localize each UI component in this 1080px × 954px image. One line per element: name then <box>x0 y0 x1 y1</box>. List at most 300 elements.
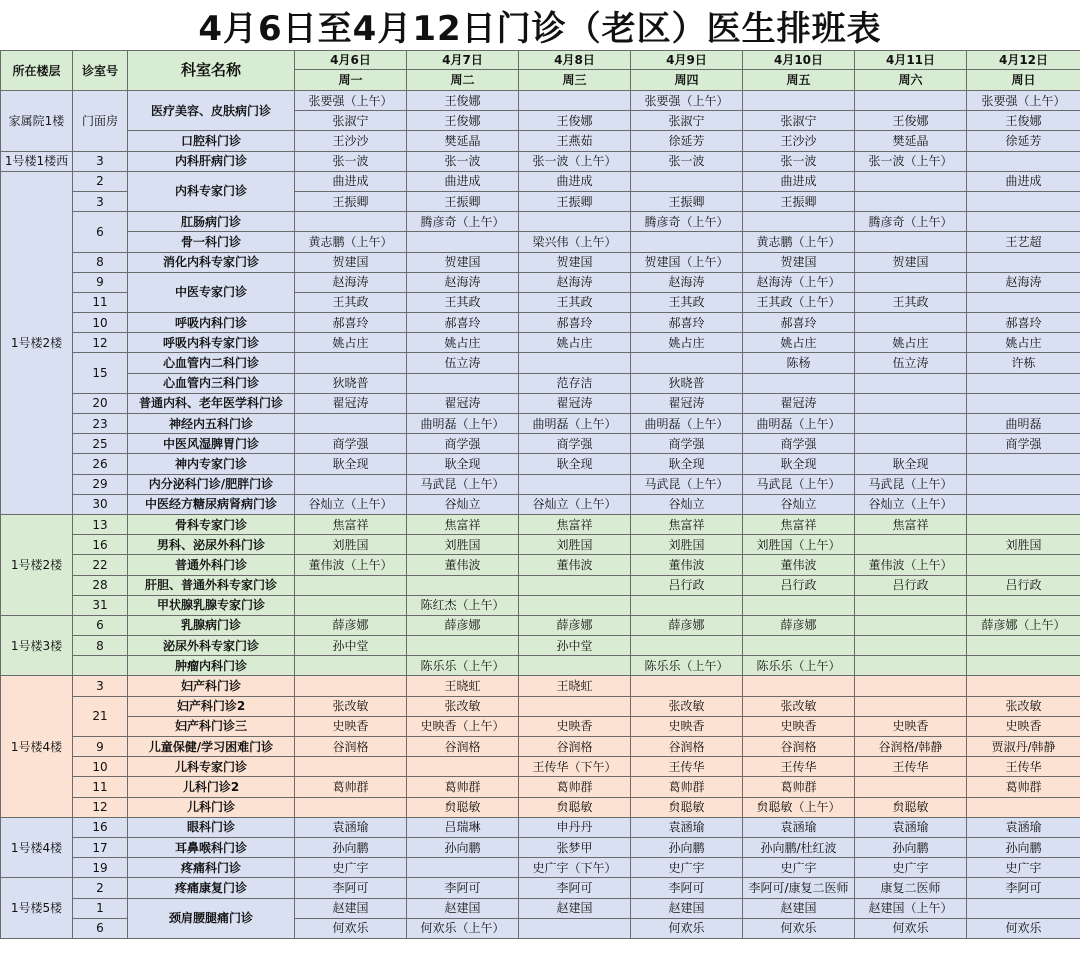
doctor-cell: 陈乐乐（上午） <box>407 656 519 676</box>
doctor-cell: 史映香 <box>855 716 967 736</box>
doctor-cell: 曲进成 <box>743 171 855 191</box>
doctor-cell: 申丹丹 <box>519 817 631 837</box>
doctor-cell: 张一波 <box>295 151 407 171</box>
doctor-cell: 王俊娜 <box>407 111 519 131</box>
doctor-cell <box>407 858 519 878</box>
doctor-cell: 张淑宁 <box>295 111 407 131</box>
room-cell: 11 <box>73 777 128 797</box>
doctor-cell <box>967 393 1080 413</box>
room-cell: 25 <box>73 434 128 454</box>
doctor-cell: 孙中堂 <box>295 636 407 656</box>
doctor-cell: 王振卿 <box>631 191 743 211</box>
dept-cell: 儿科门诊2 <box>128 777 295 797</box>
header-building: 所在楼层 <box>1 51 73 91</box>
doctor-cell: 王其政（上午） <box>743 292 855 312</box>
table-row <box>1 696 1080 716</box>
doctor-cell: 谷灿立（上午） <box>519 494 631 514</box>
doctor-cell: 黄志鹏（上午） <box>295 232 407 252</box>
doctor-cell: 谷润格 <box>519 737 631 757</box>
doctor-cell <box>407 373 519 393</box>
room-cell: 8 <box>73 252 128 272</box>
doctor-cell: 王艺超 <box>967 232 1080 252</box>
doctor-cell: 谷润格 <box>407 737 519 757</box>
dept-cell: 耳鼻喉科门诊 <box>128 837 295 857</box>
doctor-cell <box>967 595 1080 615</box>
doctor-cell <box>519 696 631 716</box>
doctor-cell <box>407 232 519 252</box>
doctor-cell: 曲明磊（上午） <box>519 414 631 434</box>
doctor-cell <box>855 414 967 434</box>
dept-cell: 疼痛科门诊 <box>128 858 295 878</box>
doctor-cell: 曲进成 <box>967 171 1080 191</box>
doctor-cell: 谷润格/韩静 <box>855 737 967 757</box>
doctor-cell: 史映香（上午） <box>407 716 519 736</box>
building-cell: 1号楼5楼 <box>1 878 73 939</box>
doctor-cell <box>295 656 407 676</box>
dept-cell: 甲状腺乳腺专家门诊 <box>128 595 295 615</box>
doctor-cell: 贺建国 <box>295 252 407 272</box>
doctor-cell: 郝喜玲 <box>295 313 407 333</box>
building-cell: 1号楼2楼 <box>1 171 73 514</box>
doctor-cell <box>855 393 967 413</box>
room-cell: 6 <box>73 212 128 252</box>
doctor-cell: 赵建国（上午） <box>855 898 967 918</box>
doctor-cell: 曲明磊（上午） <box>743 414 855 434</box>
doctor-cell <box>855 656 967 676</box>
room-cell: 12 <box>73 333 128 353</box>
doctor-cell: 王俊娜 <box>407 91 519 111</box>
room-cell: 16 <box>73 535 128 555</box>
doctor-cell: 焦富祥 <box>855 514 967 534</box>
doctor-cell: 马武昆（上午） <box>631 474 743 494</box>
doctor-cell: 王传华 <box>855 757 967 777</box>
doctor-cell: 史广宇（下午） <box>519 858 631 878</box>
room-cell: 21 <box>73 696 128 736</box>
doctor-cell: 刘胜国 <box>519 535 631 555</box>
doctor-cell <box>519 918 631 938</box>
header-dept: 科室名称 <box>128 51 295 91</box>
doctor-cell: 曲进成 <box>407 171 519 191</box>
room-cell: 15 <box>73 353 128 393</box>
doctor-cell: 赵建国 <box>743 898 855 918</box>
dept-cell: 男科、泌尿外科门诊 <box>128 535 295 555</box>
doctor-cell: 史广宇 <box>967 858 1080 878</box>
doctor-cell: 李阿可/康复二医师 <box>743 878 855 898</box>
room-cell: 19 <box>73 858 128 878</box>
header-date: 4月12日 <box>967 51 1080 70</box>
doctor-cell <box>519 595 631 615</box>
table-row <box>1 474 1080 494</box>
doctor-cell: 王其政 <box>631 292 743 312</box>
doctor-cell <box>855 373 967 393</box>
doctor-cell: 贠聪敏（上午） <box>743 797 855 817</box>
table-row <box>1 353 1080 373</box>
doctor-cell: 吕行政 <box>855 575 967 595</box>
dept-cell: 心血管内三科门诊 <box>128 373 295 393</box>
doctor-cell: 何欢乐 <box>295 918 407 938</box>
doctor-cell: 范存洁 <box>519 373 631 393</box>
doctor-cell: 李阿可 <box>967 878 1080 898</box>
doctor-cell: 贠聪敏 <box>519 797 631 817</box>
doctor-cell: 耿全现 <box>295 454 407 474</box>
dept-cell: 儿科门诊 <box>128 797 295 817</box>
building-cell: 1号楼3楼 <box>1 615 73 676</box>
dept-cell: 疼痛康复门诊 <box>128 878 295 898</box>
doctor-cell: 曲明磊（上午） <box>631 414 743 434</box>
table-row <box>1 837 1080 857</box>
doctor-cell: 史广宇 <box>295 858 407 878</box>
doctor-cell: 贠聪敏 <box>855 797 967 817</box>
header-weekday: 周四 <box>631 70 743 91</box>
room-cell: 13 <box>73 514 128 534</box>
room-cell: 2 <box>73 171 128 191</box>
doctor-cell: 何欢乐 <box>967 918 1080 938</box>
room-cell: 26 <box>73 454 128 474</box>
doctor-cell: 贺建国 <box>855 252 967 272</box>
table-row <box>1 575 1080 595</box>
dept-cell: 口腔科门诊 <box>128 131 295 151</box>
dept-cell: 妇产科门诊 <box>128 676 295 696</box>
doctor-cell: 商学强 <box>407 434 519 454</box>
dept-cell: 内科专家门诊 <box>128 171 295 211</box>
doctor-cell: 袁涵瑜 <box>855 817 967 837</box>
doctor-cell: 张一波（上午） <box>855 151 967 171</box>
doctor-cell: 贺建国（上午） <box>631 252 743 272</box>
doctor-cell <box>967 898 1080 918</box>
doctor-cell: 翟冠涛 <box>407 393 519 413</box>
room-cell: 22 <box>73 555 128 575</box>
header-weekday: 周三 <box>519 70 631 91</box>
table-row <box>1 212 1080 232</box>
room-cell: 11 <box>73 292 128 312</box>
room-cell: 9 <box>73 737 128 757</box>
doctor-cell <box>295 353 407 373</box>
table-row <box>1 252 1080 272</box>
building-cell: 1号楼4楼 <box>1 817 73 878</box>
table-row <box>1 777 1080 797</box>
room-cell: 10 <box>73 313 128 333</box>
header-weekday: 周六 <box>855 70 967 91</box>
doctor-cell <box>743 212 855 232</box>
doctor-cell: 贺建国 <box>519 252 631 272</box>
doctor-cell <box>855 595 967 615</box>
doctor-cell: 郝喜玲 <box>631 313 743 333</box>
doctor-cell <box>967 676 1080 696</box>
doctor-cell <box>407 575 519 595</box>
doctor-cell <box>855 636 967 656</box>
doctor-cell: 李阿可 <box>295 878 407 898</box>
schedule-table <box>0 50 1080 939</box>
doctor-cell: 郝喜玲 <box>407 313 519 333</box>
doctor-cell: 薛彦娜 <box>631 615 743 635</box>
doctor-cell <box>407 757 519 777</box>
doctor-cell: 袁涵瑜 <box>743 817 855 837</box>
header-weekday: 周五 <box>743 70 855 91</box>
doctor-cell <box>295 575 407 595</box>
doctor-cell <box>967 292 1080 312</box>
doctor-cell: 吕行政 <box>967 575 1080 595</box>
doctor-cell: 徐延芳 <box>967 131 1080 151</box>
dept-cell: 医疗美容、皮肤病门诊 <box>128 91 295 131</box>
room-cell: 31 <box>73 595 128 615</box>
doctor-cell: 王传华（下午） <box>519 757 631 777</box>
doctor-cell: 张一波 <box>407 151 519 171</box>
table-row <box>1 535 1080 555</box>
doctor-cell <box>855 232 967 252</box>
dept-cell: 神内专家门诊 <box>128 454 295 474</box>
doctor-cell: 刘胜国 <box>407 535 519 555</box>
doctor-cell: 赵海涛 <box>295 272 407 292</box>
doctor-cell: 刘胜国（上午） <box>743 535 855 555</box>
doctor-cell: 曲进成 <box>295 171 407 191</box>
doctor-cell: 何欢乐（上午） <box>407 918 519 938</box>
header-weekday: 周一 <box>295 70 407 91</box>
doctor-cell: 耿全现 <box>631 454 743 474</box>
doctor-cell: 张改敏 <box>407 696 519 716</box>
doctor-cell <box>967 636 1080 656</box>
doctor-cell: 吕瑞琳 <box>407 817 519 837</box>
table-row <box>1 171 1080 191</box>
doctor-cell: 谷润格 <box>631 737 743 757</box>
doctor-cell: 翟冠涛 <box>295 393 407 413</box>
room-cell: 8 <box>73 636 128 656</box>
doctor-cell: 翟冠涛 <box>519 393 631 413</box>
doctor-cell: 刘胜国 <box>295 535 407 555</box>
doctor-cell: 赵建国 <box>407 898 519 918</box>
table-row <box>1 232 1080 252</box>
room-cell: 23 <box>73 414 128 434</box>
room-cell: 1 <box>73 898 128 918</box>
doctor-cell: 康复二医师 <box>855 878 967 898</box>
doctor-cell: 吕行政 <box>743 575 855 595</box>
table-row <box>1 676 1080 696</box>
doctor-cell <box>967 373 1080 393</box>
doctor-cell: 商学强 <box>295 434 407 454</box>
doctor-cell: 王振卿 <box>295 191 407 211</box>
doctor-cell: 葛帅群 <box>967 777 1080 797</box>
doctor-cell: 张改敏 <box>967 696 1080 716</box>
doctor-cell: 王其政 <box>407 292 519 312</box>
doctor-cell: 孙向鹏 <box>967 837 1080 857</box>
doctor-cell <box>631 676 743 696</box>
doctor-cell: 王俊娜 <box>519 111 631 131</box>
doctor-cell: 贠聪敏 <box>407 797 519 817</box>
doctor-cell: 马武昆（上午） <box>743 474 855 494</box>
doctor-cell: 马武昆（上午） <box>407 474 519 494</box>
room-cell: 9 <box>73 272 128 292</box>
doctor-cell: 赵海涛（上午） <box>743 272 855 292</box>
doctor-cell: 姚占庄 <box>407 333 519 353</box>
doctor-cell: 赵海涛 <box>519 272 631 292</box>
doctor-cell: 王晓虹 <box>407 676 519 696</box>
doctor-cell <box>295 212 407 232</box>
doctor-cell <box>855 272 967 292</box>
dept-cell: 内科肝病门诊 <box>128 151 295 171</box>
dept-cell: 呼吸内科门诊 <box>128 313 295 333</box>
doctor-cell: 李阿可 <box>631 878 743 898</box>
doctor-cell <box>967 656 1080 676</box>
doctor-cell: 黄志鹏（上午） <box>743 232 855 252</box>
doctor-cell: 张要强（上午） <box>967 91 1080 111</box>
dept-cell: 心血管内二科门诊 <box>128 353 295 373</box>
doctor-cell: 马武昆（上午） <box>855 474 967 494</box>
room-cell: 3 <box>73 676 128 696</box>
doctor-cell <box>631 595 743 615</box>
table-row <box>1 858 1080 878</box>
doctor-cell: 王燕茹 <box>519 131 631 151</box>
doctor-cell: 史映香 <box>631 716 743 736</box>
dept-cell: 泌尿外科专家门诊 <box>128 636 295 656</box>
doctor-cell <box>855 434 967 454</box>
room-cell: 3 <box>73 191 128 211</box>
table-row <box>1 151 1080 171</box>
dept-cell: 妇产科门诊三 <box>128 716 295 736</box>
doctor-cell: 王传华 <box>743 757 855 777</box>
table-row <box>1 393 1080 413</box>
doctor-cell <box>295 474 407 494</box>
dept-cell: 骨一科门诊 <box>128 232 295 252</box>
doctor-cell: 袁涵瑜 <box>295 817 407 837</box>
doctor-cell: 赵建国 <box>295 898 407 918</box>
doctor-cell <box>743 91 855 111</box>
header-date: 4月11日 <box>855 51 967 70</box>
doctor-cell: 许栋 <box>967 353 1080 373</box>
doctor-cell <box>855 615 967 635</box>
doctor-cell: 何欢乐 <box>631 918 743 938</box>
doctor-cell: 孙中堂 <box>519 636 631 656</box>
doctor-cell: 陈杨 <box>743 353 855 373</box>
doctor-cell: 陈乐乐（上午） <box>631 656 743 676</box>
table-row <box>1 898 1080 918</box>
doctor-cell <box>855 171 967 191</box>
doctor-cell: 姚占庄 <box>855 333 967 353</box>
doctor-cell: 商学强 <box>967 434 1080 454</box>
building-cell: 1号楼1楼西 <box>1 151 73 171</box>
dept-cell: 普通外科门诊 <box>128 555 295 575</box>
doctor-cell: 郝喜玲 <box>743 313 855 333</box>
doctor-cell: 谷润格 <box>743 737 855 757</box>
doctor-cell: 薛彦娜（上午） <box>967 615 1080 635</box>
doctor-cell: 董伟波 <box>407 555 519 575</box>
dept-cell: 妇产科门诊2 <box>128 696 295 716</box>
doctor-cell: 张改敏 <box>295 696 407 716</box>
dept-cell: 消化内科专家门诊 <box>128 252 295 272</box>
doctor-cell: 耿全现 <box>743 454 855 474</box>
doctor-cell <box>519 575 631 595</box>
doctor-cell <box>743 595 855 615</box>
doctor-cell: 张要强（上午） <box>631 91 743 111</box>
room-cell: 16 <box>73 817 128 837</box>
doctor-cell: 葛帅群 <box>295 777 407 797</box>
table-row <box>1 373 1080 393</box>
doctor-cell: 王传华 <box>631 757 743 777</box>
doctor-cell: 何欢乐 <box>855 918 967 938</box>
doctor-cell <box>631 232 743 252</box>
header-date: 4月6日 <box>295 51 407 70</box>
room-cell: 6 <box>73 615 128 635</box>
doctor-cell <box>743 676 855 696</box>
dept-cell: 普通内科、老年医学科门诊 <box>128 393 295 413</box>
doctor-cell: 赵建国 <box>519 898 631 918</box>
doctor-cell <box>295 414 407 434</box>
doctor-cell: 贾淑丹/韩静 <box>967 737 1080 757</box>
doctor-cell: 袁涵瑜 <box>967 817 1080 837</box>
doctor-cell: 史映香 <box>967 716 1080 736</box>
doctor-cell: 薛彦娜 <box>295 615 407 635</box>
doctor-cell <box>967 212 1080 232</box>
doctor-cell: 商学强 <box>631 434 743 454</box>
doctor-cell: 耿全现 <box>407 454 519 474</box>
doctor-cell: 张一波 <box>631 151 743 171</box>
dept-cell: 呼吸内科专家门诊 <box>128 333 295 353</box>
doctor-cell: 史广宇 <box>631 858 743 878</box>
doctor-cell <box>967 797 1080 817</box>
doctor-cell: 刘胜国 <box>631 535 743 555</box>
doctor-cell <box>967 514 1080 534</box>
doctor-cell: 史映香 <box>743 716 855 736</box>
table-row <box>1 272 1080 292</box>
dept-cell: 内分泌科门诊/肥胖门诊 <box>128 474 295 494</box>
doctor-cell: 商学强 <box>519 434 631 454</box>
doctor-cell: 王其政 <box>295 292 407 312</box>
doctor-cell: 刘胜国 <box>967 535 1080 555</box>
doctor-cell: 陈乐乐（上午） <box>743 656 855 676</box>
doctor-cell: 王其政 <box>855 292 967 312</box>
room-cell: 门面房 <box>73 91 128 152</box>
doctor-cell: 曲明磊 <box>967 414 1080 434</box>
table-row <box>1 494 1080 514</box>
doctor-cell: 张一波 <box>743 151 855 171</box>
doctor-cell: 王沙沙 <box>295 131 407 151</box>
doctor-cell: 薛彦娜 <box>519 615 631 635</box>
doctor-cell: 张要强（上午） <box>295 91 407 111</box>
doctor-cell: 贺建国 <box>743 252 855 272</box>
doctor-cell: 姚占庄 <box>519 333 631 353</box>
doctor-cell: 李阿可 <box>407 878 519 898</box>
doctor-cell <box>967 191 1080 211</box>
doctor-cell <box>967 494 1080 514</box>
doctor-cell: 葛帅群 <box>407 777 519 797</box>
doctor-cell: 王振卿 <box>743 191 855 211</box>
doctor-cell: 王俊娜 <box>967 111 1080 131</box>
dept-cell: 颈肩腰腿痛门诊 <box>128 898 295 938</box>
doctor-cell: 史广宇 <box>743 858 855 878</box>
doctor-cell: 吕行政 <box>631 575 743 595</box>
doctor-cell <box>855 777 967 797</box>
table-row <box>1 656 1080 676</box>
dept-cell: 肝胆、普通外科专家门诊 <box>128 575 295 595</box>
doctor-cell: 谷灿立 <box>631 494 743 514</box>
doctor-cell: 姚占庄 <box>743 333 855 353</box>
doctor-cell: 耿全现 <box>519 454 631 474</box>
dept-cell: 儿童保健/学习困难门诊 <box>128 737 295 757</box>
doctor-cell: 张淑宁 <box>631 111 743 131</box>
doctor-cell: 王振卿 <box>519 191 631 211</box>
doctor-cell: 张改敏 <box>631 696 743 716</box>
table-row <box>1 414 1080 434</box>
doctor-cell: 伍立涛 <box>407 353 519 373</box>
doctor-cell <box>967 252 1080 272</box>
room-cell: 6 <box>73 918 128 938</box>
header-date: 4月8日 <box>519 51 631 70</box>
doctor-cell: 郝喜玲 <box>519 313 631 333</box>
room-cell: 30 <box>73 494 128 514</box>
doctor-cell: 焦富祥 <box>631 514 743 534</box>
table-row <box>1 817 1080 837</box>
doctor-cell: 张淑宁 <box>743 111 855 131</box>
doctor-cell <box>743 636 855 656</box>
doctor-cell: 姚占庄 <box>967 333 1080 353</box>
